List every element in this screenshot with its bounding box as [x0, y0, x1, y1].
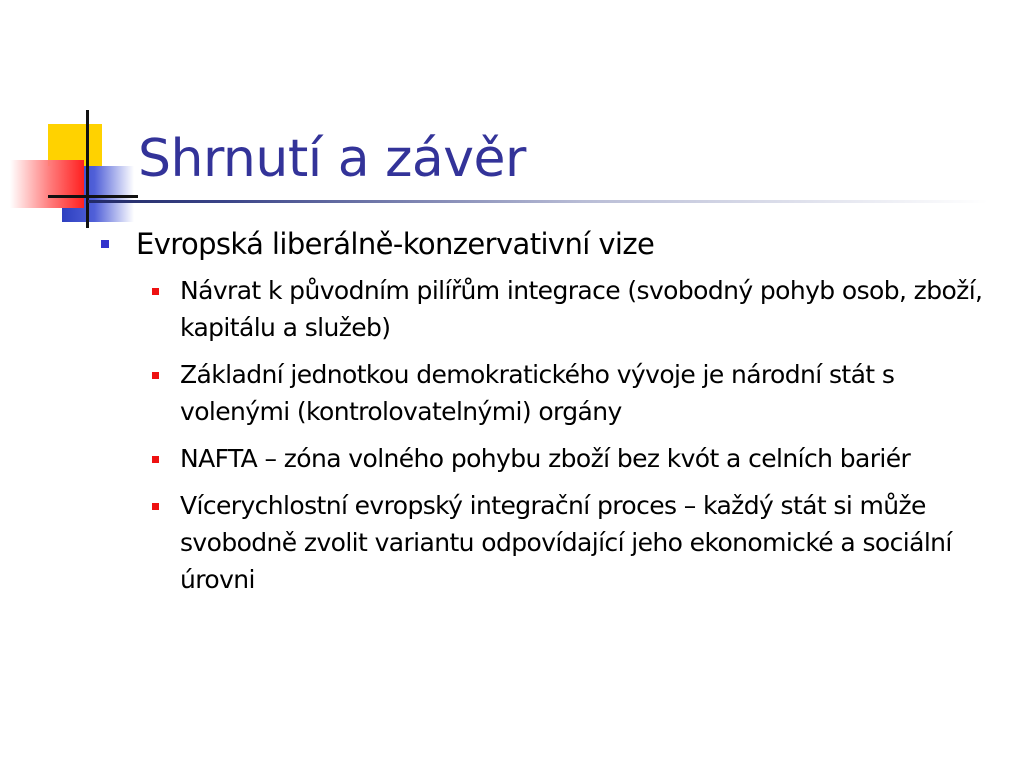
bullet-level2	[96, 440, 996, 477]
square-bullet-icon	[152, 372, 159, 379]
sub-bullet-list	[96, 272, 996, 598]
bullet-level2-text: Základní jednotkou demokratického vývoje je národní stát s volenými (kontrolovatelnými) orgány	[180, 360, 895, 426]
logo-vertical-line	[86, 110, 89, 228]
logo-horizontal-line	[48, 195, 138, 198]
title-divider	[88, 200, 988, 203]
square-bullet-icon	[152, 456, 159, 463]
corner-logo-icon	[0, 0, 180, 240]
bullet-level2	[96, 272, 996, 346]
bullet-level2-text: NAFTA – zóna volného pohybu zboží bez kvót a celních bariér	[180, 444, 911, 473]
bullet-level2	[96, 356, 996, 430]
square-bullet-icon	[152, 503, 159, 510]
slide-title: Shrnutí a závěr	[138, 129, 526, 189]
square-bullet-icon	[152, 288, 159, 295]
logo-red-square	[10, 160, 84, 208]
square-bullet-icon	[101, 240, 109, 248]
bullet-level1	[96, 222, 996, 266]
bullet-level2	[96, 487, 996, 598]
bullet-level2-text: Návrat k původním pilířům integrace (svobodný pohyb osob, zboží, kapitálu a služeb)	[180, 276, 983, 342]
bullet-level1-text: Evropská liberálně-konzervativní vize	[136, 227, 655, 261]
slide-body	[96, 222, 996, 608]
bullet-level2-text: Vícerychlostní evropský integrační proces – každý stát si může svobodně zvolit variantu odpovídající jeho ekonomické a sociální úrovni	[180, 491, 952, 594]
